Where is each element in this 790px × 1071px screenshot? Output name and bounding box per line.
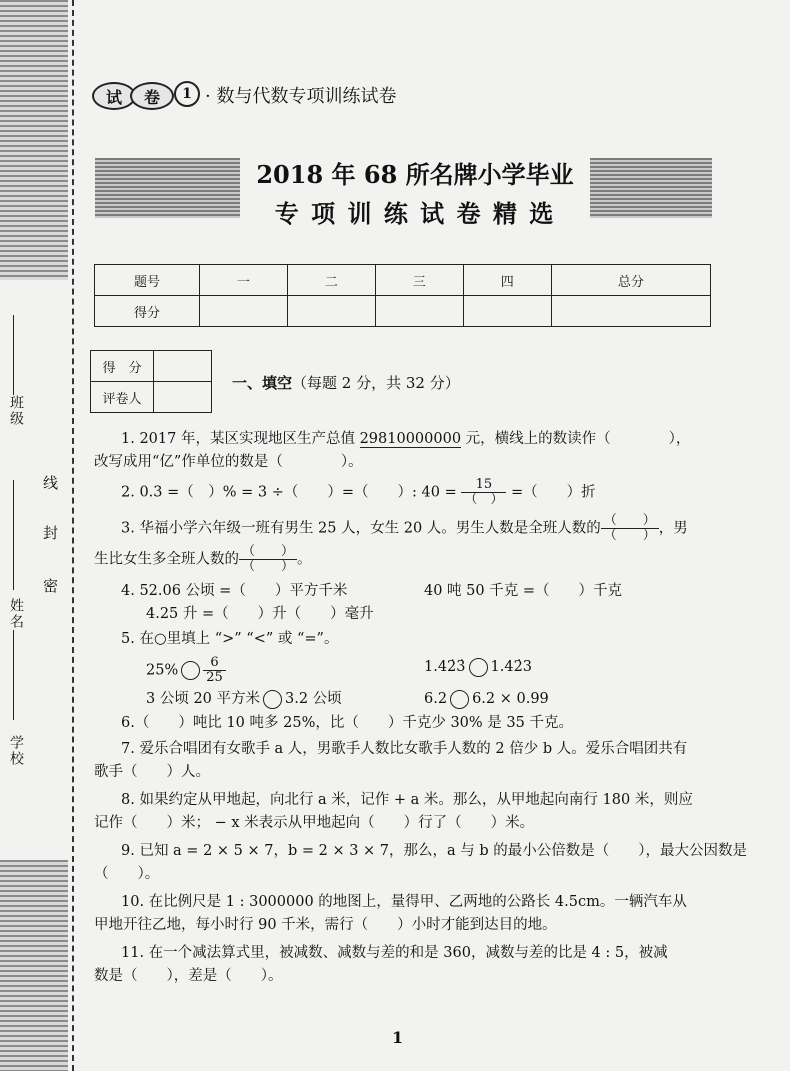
- name-line-upper: [13, 480, 14, 590]
- compare-circle[interactable]: [181, 661, 200, 680]
- grader-name-cell[interactable]: [154, 382, 212, 413]
- score-cell[interactable]: [463, 296, 551, 327]
- question-7-line-1: 7. 爱乐合唱团有女歌手 a 人，男歌手人数比女歌手人数的 2 倍少 b 人。爱乐合唱团共有: [121, 741, 688, 757]
- question-1-line-2: 改写成用“亿”作单位的数是（ ）。: [94, 454, 363, 470]
- question-5: 5. 在○里填上 “>” “<” 或 “=”。: [121, 631, 339, 647]
- question-8-line-1: 8. 如果约定从甲地起，向北行 a 米，记作 + a 米。那么，从甲地起向南行 180 米，则应: [121, 792, 693, 808]
- score-cell[interactable]: [200, 296, 288, 327]
- score-header-cell: 一: [200, 265, 288, 296]
- score-table-header-row: [95, 265, 711, 296]
- question-8-line-2: 记作（ ）米； − x 米表示从甲地起向（ ）行了（ ）米。: [94, 815, 535, 831]
- name-line: [13, 630, 14, 720]
- seal-dashed-line: [72, 0, 74, 1071]
- seal-char-3: 密: [41, 578, 59, 595]
- question-10-line-2: 甲地开往乙地，每小时行 90 千米，需行（ ）小时才能到达目的地。: [94, 917, 557, 933]
- section-heading: [232, 372, 460, 393]
- question-5b: 1.42̇3̇ 1.42̇3: [424, 659, 533, 675]
- question-4c: 4.25 升 =（ ）升（ ）毫升: [146, 606, 374, 622]
- class-label: 班级: [8, 395, 24, 427]
- seal-char-1: 线: [41, 475, 59, 492]
- question-9-line-2: （ ）。: [94, 866, 160, 882]
- score-table: [94, 264, 711, 327]
- q1-underlined-number: 29810000000: [359, 431, 462, 447]
- question-7-line-2: 歌手（ ）人。: [94, 764, 210, 780]
- score-cell[interactable]: [375, 296, 463, 327]
- question-5d: 6.2 6.2 × 0.99: [424, 691, 549, 707]
- margin-stripes-bottom: [0, 860, 68, 1071]
- score-header-cell: 三: [375, 265, 463, 296]
- exam-tag-2: 卷: [130, 82, 174, 110]
- score-header-cell: 题号: [95, 265, 200, 296]
- q3-fraction-1: $\frac{( )}{( )}$: [601, 514, 659, 543]
- class-line: [13, 315, 14, 395]
- seal-char-2: 封: [41, 525, 59, 542]
- score-cell[interactable]: [551, 296, 710, 327]
- q3-fraction-2: $\frac{( )}{( )}$: [239, 545, 297, 574]
- page-number: 1: [392, 1028, 404, 1047]
- grader-label: 评卷人: [91, 382, 154, 413]
- question-3-line-2: 生比女生多全班人数的 $\frac{( )}{( )}$ 。: [94, 544, 312, 574]
- section-note: （每题 2 分，共 32 分）: [292, 374, 460, 392]
- exam-tag-1: 试: [92, 82, 136, 110]
- exam-number: 1: [174, 81, 200, 107]
- question-3-line-1: 3. 华福小学六年级一班有男生 25 人，女生 20 人。男生人数是全班人数的 $\frac{( )}{( )}$ ，男: [121, 513, 688, 543]
- question-2: 2. 0.3 =（ ）% = 3 ÷（ ）=（ ）: 40 = $\frac{15}{( )}$ =（ ）折: [121, 477, 596, 507]
- score-cell[interactable]: [287, 296, 375, 327]
- margin-stripes-top: [0, 0, 68, 280]
- compare-circle[interactable]: [469, 658, 488, 677]
- question-6: 6.（ ）吨比 10 吨多 25%，比（ ）千克少 30% 是 35 千克。: [121, 715, 573, 731]
- score-header-cell: 四: [463, 265, 551, 296]
- question-11-line-1: 11. 在一个减法算式里，被减数、减数与差的和是 360，减数与差的比是 4 : 5，被减: [121, 945, 668, 961]
- name-label: 姓名: [8, 598, 24, 630]
- title-line-1: 2018 年 68 所名牌小学毕业: [256, 160, 574, 189]
- grader-table: [90, 350, 212, 413]
- question-10-line-1: 10. 在比例尺是 1 : 3000000 的地图上，量得甲、乙两地的公路长 4.5cm。一辆汽车从: [121, 894, 687, 910]
- question-4b: 40 吨 50 千克 =（ ）千克: [424, 583, 622, 599]
- title-band-left: [95, 158, 240, 218]
- question-1-line-1: 1. 2017 年，某区实现地区生产总值 29810000000 元，横线上的数读作（ ），: [121, 431, 691, 447]
- question-5c: 3 公顷 20 平方米 3.2 公顷: [146, 691, 342, 707]
- score-table-score-row: [95, 296, 711, 327]
- grader-score-label: 得 分: [91, 351, 154, 382]
- score-header-cell: 总分: [551, 265, 710, 296]
- school-label: 学校: [8, 735, 24, 767]
- grader-score-cell[interactable]: [154, 351, 212, 382]
- compare-circle[interactable]: [450, 690, 469, 709]
- title-line-2: 专 项 训 练 试 卷 精 选: [274, 199, 556, 228]
- q2-fraction: $\frac{15}{( )}$: [461, 478, 506, 507]
- score-row-label: 得分: [95, 296, 200, 327]
- exam-subtitle: · 数与代数专项训练试卷: [205, 86, 397, 107]
- score-header-cell: 二: [287, 265, 375, 296]
- question-5a: 25% $\frac{6}{25}$: [146, 656, 226, 685]
- compare-circle[interactable]: [263, 690, 282, 709]
- section-title: 一、填空: [232, 374, 293, 392]
- question-11-line-2: 数是（ ），差是（ ）。: [94, 968, 283, 984]
- question-4a: 4. 52.06 公顷 =（ ）平方千米: [121, 583, 348, 599]
- question-9-line-1: 9. 已知 a = 2 × 5 × 7，b = 2 × 3 × 7，那么，a 与 b 的最小公倍数是（ ），最大公因数是: [121, 843, 748, 859]
- title-band-right: [590, 158, 712, 218]
